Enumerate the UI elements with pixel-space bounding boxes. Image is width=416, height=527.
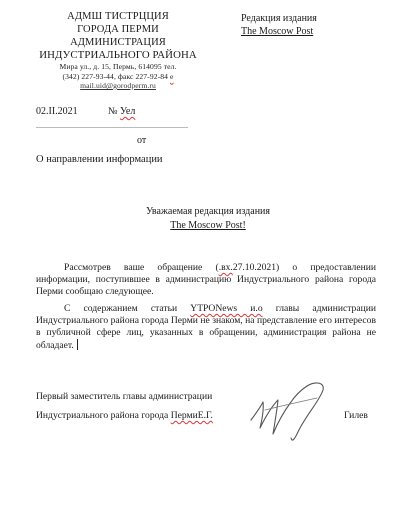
handwritten-signature-icon: [245, 376, 335, 444]
org-phones-text: (342) 227-93-44, факс 227-92-84: [62, 71, 171, 81]
recipient-block: [241, 12, 317, 38]
org-name-line-4: ИНДУСТРИАЛЬНОГО РАЙОНА: [39, 49, 197, 61]
p1-text-b: 27.10.2021) о предоставлении информации, поступившее в администрацию Индустриального района города Перми сообщаю следующее.: [36, 262, 376, 297]
recipient-line-1: Редакция издания: [241, 13, 317, 24]
org-name-line-2: ГОРОДА ПЕРМИ: [77, 24, 159, 35]
org-phones-tail: e: [170, 71, 174, 81]
sender-organization-block: [28, 10, 208, 90]
p2-reference: YTPONews и.о: [190, 303, 263, 314]
org-name-line-1: АДМШ ТИСТРЦЦИЯ: [67, 11, 169, 22]
signatory-title-line-1: Первый заместитель главы администрации: [36, 391, 213, 402]
org-name-line-3: АДМИНИСТРАЦИЯ: [70, 37, 166, 48]
subject-line: О направлении информации: [36, 154, 163, 165]
p2-text-b: главы администрации Индустриального района города Перми не знаком, на представление его интересов в публичной сфере лиц, указанных в обращении, администрация района не обладает.: [36, 303, 376, 351]
document-number-value: Уел: [120, 106, 136, 117]
org-email: mail.uid@gorodperm.ru: [80, 81, 156, 90]
p1-reference: .вх.: [218, 262, 233, 273]
org-phones: [28, 72, 208, 82]
recipient-line-2: The Moscow Post: [241, 26, 314, 37]
greeting-line-1: Уважаемая редакция издания: [145, 206, 270, 217]
document-date: 02.II.2021: [36, 106, 78, 117]
p1-text-a: Рассмотрев ваше обращение (: [64, 262, 219, 273]
text-cursor: [77, 339, 78, 350]
body-paragraph-2: [36, 303, 376, 352]
document-number: [108, 106, 135, 117]
greeting-block: [0, 205, 416, 233]
signatory-initials: ПермиЕ.Г.: [170, 410, 213, 421]
signatory-title-text: Индустриального района города: [36, 410, 171, 421]
p2-text-a: С содержанием статьи: [64, 303, 191, 314]
body-paragraph-1: [36, 262, 376, 298]
signatory-title-line-2: [36, 410, 213, 421]
number-underline: [36, 127, 188, 128]
signatory-name: Гилев: [344, 410, 368, 421]
greeting-line-2: The Moscow Post!: [170, 220, 246, 231]
from-label: от: [137, 135, 147, 146]
document-number-prefix: №: [108, 106, 121, 117]
org-address: Мира ул., д. 15, Пермь, 614095 тел.: [59, 62, 177, 71]
